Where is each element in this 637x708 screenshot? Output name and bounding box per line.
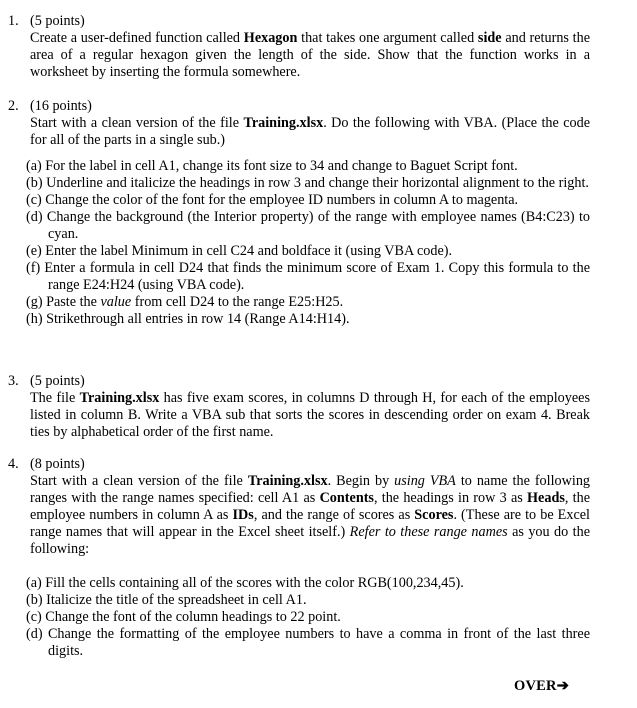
question-4 [8, 456, 590, 660]
over-indicator: OVER➔ [514, 678, 570, 694]
question-text: Create a user-defined function called Hexagon that takes one argument called side and returns the area of a regular hexagon given the length of the side. Show that the function works in a worksheet by inserting the formula somewhere. [30, 30, 591, 80]
question-points: (16 points) [30, 98, 92, 114]
question-text: Start with a clean version of the file Training.xlsx. Begin by using VBA to name the following ranges with the range names specified: cell A1 as Contents, the headings in row 3 as Heads, the employee numbers in column A as IDs, and the range of scores as Scores. (These are to be Excel range names that will appear in the Excel sheet itself.) Refer to these range names as you do the following: [30, 473, 591, 557]
subitem: (b) Italicize the title of the spreadsheet in cell A1. [26, 592, 307, 608]
subitem: (c) Change the font of the column headings to 22 point. [26, 609, 341, 625]
question-text: The file Training.xlsx has five exam scores, in columns D through H, for each of the employees listed in column B. Write a VBA sub that sorts the scores in descending order on exam 4. Break ties by alphabetical order of the first name. [30, 390, 590, 440]
question-points: (8 points) [30, 456, 85, 472]
subitem: (d) Change the background (the Interior property) of the range with employee names (B4:C23) to cyan. [26, 209, 590, 242]
question-number: 3. [8, 373, 19, 389]
subitem: (c) Change the color of the font for the employee ID numbers in column A to magenta. [26, 192, 519, 208]
question-points: (5 points) [30, 373, 85, 389]
question-number: 1. [8, 13, 19, 29]
question-number: 2. [8, 98, 19, 114]
subitem: (f) Enter a formula in cell D24 that finds the minimum score of Exam 1. Copy this formula to the range E24:H24 (using VBA code). [26, 260, 590, 293]
question-1 [8, 13, 590, 81]
question-points: (5 points) [30, 13, 85, 29]
subitem: (h) Strikethrough all entries in row 14 (Range A14:H14). [26, 311, 350, 327]
subitem: (e) Enter the label Minimum in cell C24 and boldface it (using VBA code). [26, 243, 453, 259]
question-number: 4. [8, 456, 19, 472]
subitem-list [26, 575, 590, 660]
subitem: (g) Paste the value from cell D24 to the range E25:H25. [26, 294, 344, 310]
subitem: (a) For the label in cell A1, change its font size to 34 and change to Baguet Script font. [26, 158, 518, 174]
subitem-list [26, 158, 590, 328]
question-text: Start with a clean version of the file Training.xlsx. Do the following with VBA. (Place the code for all of the parts in a single sub.) [30, 115, 590, 148]
question-2 [8, 98, 590, 328]
subitem: (d) Change the formatting of the employee numbers to have a comma in front of the last three digits. [26, 626, 590, 659]
question-3 [8, 373, 590, 441]
subitem: (a) Fill the cells containing all of the scores with the color RGB(100,234,45). [26, 575, 464, 591]
subitem: (b) Underline and italicize the headings in row 3 and change their horizontal alignment to the right. [26, 175, 589, 191]
